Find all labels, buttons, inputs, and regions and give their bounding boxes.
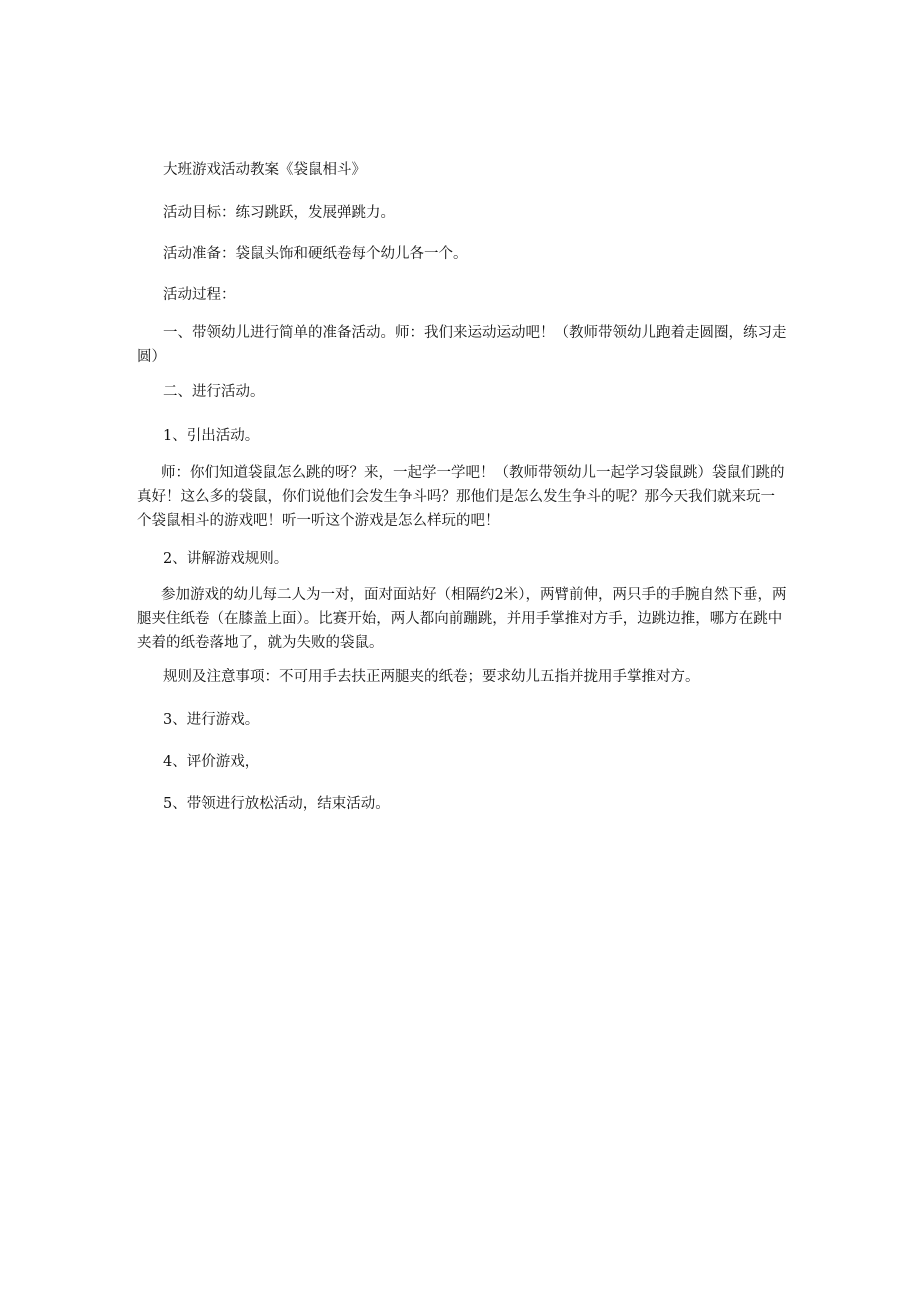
step-one: 一、带领幼儿进行简单的准备活动。师：我们来运动运动吧！（教师带领幼儿跑着走圆圈，练习走圆） <box>137 325 787 365</box>
sub-step-3: 3、进行游戏。 <box>163 712 260 728</box>
activity-goal: 活动目标：练习跳跃，发展弹跳力。 <box>163 205 395 221</box>
sub-step-2: 2、讲解游戏规则。 <box>163 551 289 567</box>
sub-step-1: 1、引出活动。 <box>163 428 260 444</box>
sub-step-5: 5、带领进行放松活动，结束活动。 <box>163 796 390 812</box>
step-two: 二、进行活动。 <box>163 384 265 400</box>
process-heading: 活动过程： <box>163 287 236 303</box>
sub-step-4: 4、评价游戏， <box>163 754 260 770</box>
teacher-dialogue: 师：你们知道袋鼠怎么跳的呀？来，一起学一学吧！（教师带领幼儿一起学习袋鼠跳）袋鼠们跳的真好！这么多的袋鼠，你们说他们会发生争斗吗？那他们是怎么发生争斗的呢？那今天我们就来玩一个袋鼠相斗的游戏吧！听一听这个游戏是怎么样玩的吧！ <box>137 465 785 529</box>
activity-preparation: 活动准备：袋鼠头饰和硬纸卷每个幼儿各一个。 <box>163 246 468 262</box>
rules-description: 参加游戏的幼儿每二人为一对，面对面站好（相隔约2米），两臂前伸，两只手的手腕自然下垂，两腿夹住纸卷（在膝盖上面）。比赛开始，两人都向前蹦跳，并用手掌推对方手，边跳边推，哪方在跳中夹着的纸卷落地了，就为失败的袋鼠。 <box>137 587 787 651</box>
rules-notes: 规则及注意事项：不可用手去扶正两腿夹的纸卷；要求幼儿五指并拢用手掌推对方。 <box>163 669 700 685</box>
document-title: 大班游戏活动教案《袋鼠相斗》 <box>163 162 366 178</box>
